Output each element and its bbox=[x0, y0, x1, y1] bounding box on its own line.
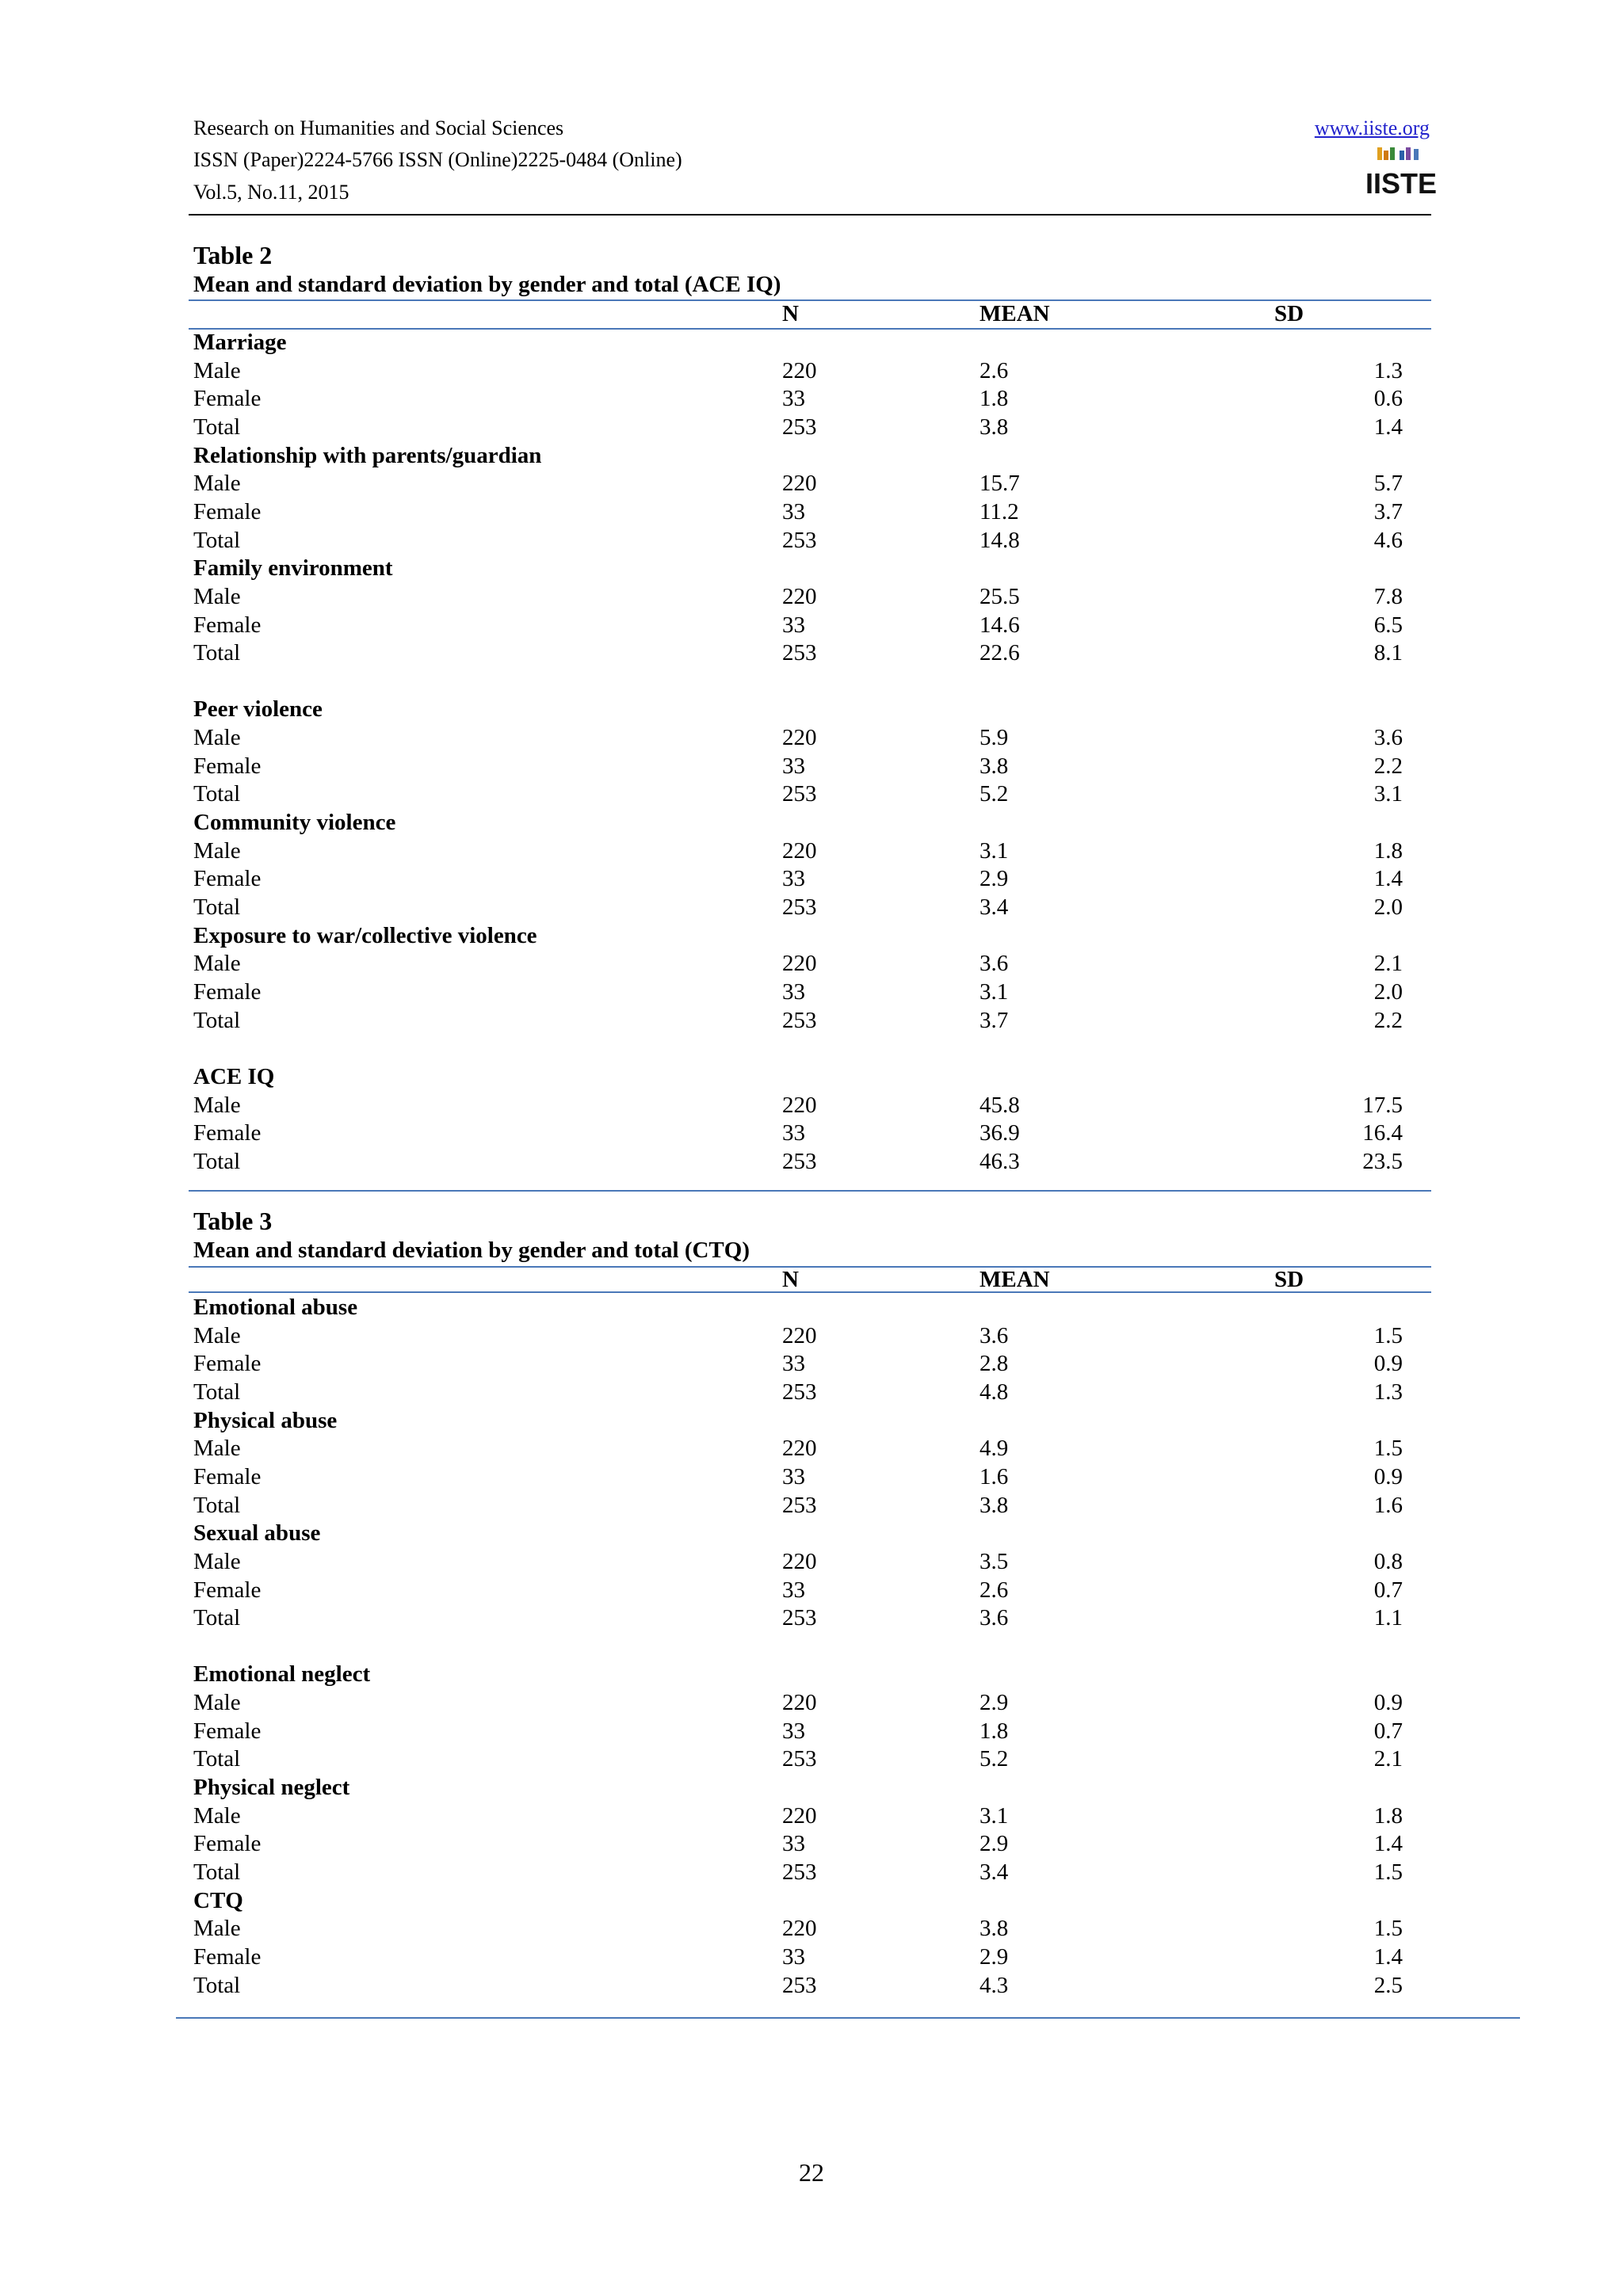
cell-label: Female bbox=[193, 386, 262, 412]
cell-mean: 2.9 bbox=[980, 1831, 1009, 1857]
cell-label: Total bbox=[193, 781, 241, 807]
table-row bbox=[0, 582, 1623, 611]
cell-label: Female bbox=[193, 1943, 262, 1970]
cell-sd: 0.6 bbox=[1373, 386, 1403, 412]
cell-label: Female bbox=[193, 978, 262, 1005]
group-label: Family environment bbox=[193, 555, 393, 582]
cell-n: 253 bbox=[782, 1379, 817, 1405]
cell-n: 220 bbox=[782, 725, 817, 751]
cell-mean: 3.8 bbox=[980, 753, 1009, 779]
cell-label: Total bbox=[193, 1492, 241, 1518]
cell-mean: 3.6 bbox=[980, 951, 1009, 977]
table-row bbox=[0, 357, 1623, 385]
cell-sd: 23.5 bbox=[1362, 1148, 1403, 1174]
cell-n: 33 bbox=[782, 1120, 805, 1146]
cell-n: 253 bbox=[782, 1492, 817, 1518]
table-row bbox=[0, 1491, 1623, 1520]
cell-n: 253 bbox=[782, 1859, 817, 1885]
group-label: Peer violence bbox=[193, 696, 323, 723]
table-row bbox=[0, 723, 1623, 752]
table-row bbox=[0, 384, 1623, 413]
group-label: Emotional abuse bbox=[193, 1295, 358, 1320]
cell-sd: 2.5 bbox=[1373, 1972, 1403, 1998]
page-number: 22 bbox=[799, 2158, 824, 2187]
cell-mean: 3.1 bbox=[980, 1802, 1009, 1829]
table-row bbox=[0, 1688, 1623, 1717]
cell-sd: 1.3 bbox=[1373, 357, 1403, 383]
cell-n: 253 bbox=[782, 894, 817, 920]
cell-label: Male bbox=[193, 583, 241, 609]
cell-mean: 3.4 bbox=[980, 1859, 1009, 1885]
table2-title: Table 2 bbox=[193, 241, 273, 269]
journal-url-link[interactable]: www.iiste.org bbox=[1314, 116, 1430, 139]
cell-label: Total bbox=[193, 1148, 241, 1174]
cell-label: Total bbox=[193, 1859, 241, 1885]
table-row bbox=[0, 1717, 1623, 1745]
cell-label: Female bbox=[193, 498, 262, 524]
cell-mean: 1.6 bbox=[980, 1463, 1009, 1489]
cell-label: Total bbox=[193, 1379, 241, 1405]
cell-sd: 0.9 bbox=[1373, 1351, 1403, 1377]
table3-col-n: N bbox=[782, 1267, 799, 1292]
cell-label: Female bbox=[193, 1718, 262, 1744]
cell-n: 253 bbox=[782, 1972, 817, 1998]
journal-title: Research on Humanities and Social Sciences bbox=[193, 116, 564, 139]
table-row bbox=[0, 1349, 1623, 1378]
table3-col-mean: MEAN bbox=[980, 1267, 1050, 1292]
cell-mean: 3.4 bbox=[980, 894, 1009, 920]
table2-col-sd: SD bbox=[1274, 301, 1304, 326]
cell-sd: 1.3 bbox=[1373, 1379, 1403, 1405]
cell-n: 220 bbox=[782, 1802, 817, 1829]
table-group-row bbox=[0, 441, 1623, 470]
cell-mean: 3.8 bbox=[980, 1916, 1009, 1942]
cell-sd: 2.1 bbox=[1373, 951, 1403, 977]
iiste-logo bbox=[1365, 147, 1438, 203]
table-row bbox=[0, 1547, 1623, 1576]
table-group-row bbox=[0, 1773, 1623, 1802]
cell-mean: 3.8 bbox=[980, 1492, 1009, 1518]
table-row bbox=[0, 1147, 1623, 1176]
cell-label: Male bbox=[193, 471, 241, 497]
cell-mean: 5.2 bbox=[980, 781, 1009, 807]
table-group-row bbox=[0, 1660, 1623, 1688]
cell-n: 220 bbox=[782, 471, 817, 497]
cell-n: 33 bbox=[782, 386, 805, 412]
cell-mean: 3.1 bbox=[980, 837, 1009, 864]
table-row bbox=[0, 1604, 1623, 1632]
group-label: Marriage bbox=[193, 330, 287, 355]
cell-label: Male bbox=[193, 1916, 241, 1942]
cell-mean: 11.2 bbox=[980, 498, 1019, 524]
group-label: ACE IQ bbox=[193, 1063, 275, 1089]
cell-mean: 1.8 bbox=[980, 1718, 1009, 1744]
cell-n: 253 bbox=[782, 1605, 817, 1631]
cell-label: Female bbox=[193, 612, 262, 638]
table-row bbox=[0, 498, 1623, 526]
group-label: CTQ bbox=[193, 1887, 243, 1913]
cell-sd: 3.7 bbox=[1373, 498, 1403, 524]
table-row bbox=[0, 893, 1623, 921]
cell-mean: 2.9 bbox=[980, 1943, 1009, 1970]
cell-mean: 22.6 bbox=[980, 640, 1020, 666]
cell-mean: 14.8 bbox=[980, 527, 1020, 553]
cell-sd: 1.4 bbox=[1373, 1943, 1403, 1970]
cell-mean: 4.8 bbox=[980, 1379, 1009, 1405]
table-group-row bbox=[0, 808, 1623, 837]
cell-label: Total bbox=[193, 1746, 241, 1772]
cell-sd: 4.6 bbox=[1373, 527, 1403, 553]
table-row bbox=[0, 639, 1623, 667]
cell-mean: 1.8 bbox=[980, 386, 1009, 412]
journal-volume: Vol.5, No.11, 2015 bbox=[193, 181, 349, 204]
journal-issn: ISSN (Paper)2224-5766 ISSN (Online)2225-0484 (Online) bbox=[193, 148, 682, 171]
table-group-row bbox=[0, 1406, 1623, 1435]
svg-text:IISTE: IISTE bbox=[1365, 167, 1438, 200]
cell-n: 33 bbox=[782, 1463, 805, 1489]
cell-label: Male bbox=[193, 725, 241, 751]
group-label: Relationship with parents/guardian bbox=[193, 442, 542, 468]
table-row bbox=[0, 1322, 1623, 1350]
group-label: Physical abuse bbox=[193, 1407, 338, 1433]
cell-mean: 3.6 bbox=[980, 1322, 1009, 1348]
cell-sd: 1.6 bbox=[1373, 1492, 1403, 1518]
cell-mean: 3.1 bbox=[980, 978, 1009, 1005]
cell-sd: 3.1 bbox=[1373, 781, 1403, 807]
cell-sd: 0.8 bbox=[1373, 1548, 1403, 1574]
cell-mean: 2.9 bbox=[980, 866, 1009, 892]
cell-n: 253 bbox=[782, 1007, 817, 1033]
cell-mean: 5.9 bbox=[980, 725, 1009, 751]
table-row bbox=[0, 1971, 1623, 2000]
cell-sd: 1.5 bbox=[1373, 1436, 1403, 1462]
cell-label: Male bbox=[193, 837, 241, 864]
cell-label: Male bbox=[193, 951, 241, 977]
table-group-row bbox=[0, 1062, 1623, 1091]
cell-label: Total bbox=[193, 527, 241, 553]
cell-sd: 2.2 bbox=[1373, 753, 1403, 779]
cell-label: Female bbox=[193, 866, 262, 892]
cell-sd: 1.5 bbox=[1373, 1859, 1403, 1885]
cell-sd: 0.7 bbox=[1373, 1718, 1403, 1744]
table-row bbox=[0, 978, 1623, 1006]
group-label: Community violence bbox=[193, 810, 396, 836]
cell-n: 33 bbox=[782, 1351, 805, 1377]
table-group-row bbox=[0, 328, 1623, 357]
cell-label: Female bbox=[193, 1463, 262, 1489]
table-row bbox=[0, 1463, 1623, 1491]
table3-title: Table 3 bbox=[193, 1207, 273, 1235]
cell-label: Total bbox=[193, 414, 241, 440]
table3-caption: Mean and standard deviation by gender and total (CTQ) bbox=[193, 1238, 750, 1263]
cell-label: Total bbox=[193, 1007, 241, 1033]
table3-header-row bbox=[0, 1265, 1623, 1294]
table-row bbox=[0, 837, 1623, 865]
cell-label: Male bbox=[193, 357, 241, 383]
cell-mean: 2.9 bbox=[980, 1690, 1009, 1716]
table-row bbox=[0, 413, 1623, 441]
cell-label: Male bbox=[193, 1548, 241, 1574]
cell-label: Total bbox=[193, 1605, 241, 1631]
table-row bbox=[0, 1745, 1623, 1773]
cell-n: 33 bbox=[782, 978, 805, 1005]
cell-sd: 0.9 bbox=[1373, 1690, 1403, 1716]
cell-mean: 4.9 bbox=[980, 1436, 1009, 1462]
table2-col-n: N bbox=[782, 301, 799, 326]
table-group-row bbox=[0, 1886, 1623, 1915]
table-row bbox=[0, 1006, 1623, 1035]
cell-sd: 1.8 bbox=[1373, 1802, 1403, 1829]
table-row bbox=[0, 1943, 1623, 1971]
cell-sd: 0.9 bbox=[1373, 1463, 1403, 1489]
cell-sd: 1.4 bbox=[1373, 866, 1403, 892]
cell-sd: 6.5 bbox=[1373, 612, 1403, 638]
cell-n: 220 bbox=[782, 1916, 817, 1942]
cell-mean: 14.6 bbox=[980, 612, 1020, 638]
cell-n: 253 bbox=[782, 1746, 817, 1772]
cell-label: Total bbox=[193, 640, 241, 666]
table-row bbox=[0, 1378, 1623, 1406]
cell-sd: 1.4 bbox=[1373, 414, 1403, 440]
table-row bbox=[0, 780, 1623, 808]
cell-label: Female bbox=[193, 1577, 262, 1603]
cell-n: 220 bbox=[782, 1436, 817, 1462]
table-row bbox=[0, 526, 1623, 555]
cell-n: 220 bbox=[782, 1548, 817, 1574]
cell-mean: 36.9 bbox=[980, 1120, 1020, 1146]
cell-n: 253 bbox=[782, 527, 817, 553]
cell-mean: 3.8 bbox=[980, 414, 1009, 440]
table-row bbox=[0, 1858, 1623, 1886]
table2-caption: Mean and standard deviation by gender and total (ACE IQ) bbox=[193, 272, 781, 297]
table-row bbox=[0, 469, 1623, 498]
table-row bbox=[0, 949, 1623, 978]
cell-n: 253 bbox=[782, 640, 817, 666]
table-group-row bbox=[0, 921, 1623, 950]
header-rule bbox=[189, 214, 1431, 215]
table-row bbox=[0, 864, 1623, 893]
table-row bbox=[0, 1576, 1623, 1604]
cell-n: 220 bbox=[782, 951, 817, 977]
cell-mean: 46.3 bbox=[980, 1148, 1020, 1174]
cell-sd: 7.8 bbox=[1373, 583, 1403, 609]
cell-n: 33 bbox=[782, 1943, 805, 1970]
cell-n: 220 bbox=[782, 583, 817, 609]
cell-n: 33 bbox=[782, 753, 805, 779]
cell-sd: 17.5 bbox=[1362, 1092, 1403, 1118]
cell-sd: 2.0 bbox=[1373, 894, 1403, 920]
table-row bbox=[0, 1091, 1623, 1119]
table-row bbox=[0, 1802, 1623, 1830]
table2-bottom-rule bbox=[189, 1190, 1431, 1192]
table-row bbox=[0, 752, 1623, 780]
cell-label: Total bbox=[193, 1972, 241, 1998]
cell-n: 253 bbox=[782, 414, 817, 440]
table-row bbox=[0, 1829, 1623, 1858]
table3-bottom-rule bbox=[176, 2017, 1520, 2019]
cell-mean: 15.7 bbox=[980, 471, 1020, 497]
cell-n: 33 bbox=[782, 1577, 805, 1603]
group-label: Emotional neglect bbox=[193, 1661, 371, 1688]
cell-sd: 2.0 bbox=[1373, 978, 1403, 1005]
cell-sd: 1.4 bbox=[1373, 1831, 1403, 1857]
cell-n: 220 bbox=[782, 1092, 817, 1118]
cell-n: 33 bbox=[782, 612, 805, 638]
cell-label: Total bbox=[193, 894, 241, 920]
cell-sd: 1.8 bbox=[1373, 837, 1403, 864]
cell-label: Male bbox=[193, 1092, 241, 1118]
cell-sd: 1.5 bbox=[1373, 1916, 1403, 1942]
group-label: Physical neglect bbox=[193, 1775, 350, 1801]
cell-n: 33 bbox=[782, 1831, 805, 1857]
cell-n: 220 bbox=[782, 357, 817, 383]
table-group-row bbox=[0, 1293, 1623, 1322]
cell-n: 33 bbox=[782, 866, 805, 892]
cell-sd: 2.1 bbox=[1373, 1746, 1403, 1772]
cell-mean: 2.6 bbox=[980, 357, 1009, 383]
table-row bbox=[0, 1434, 1623, 1463]
cell-sd: 1.1 bbox=[1373, 1605, 1403, 1631]
table-group-row bbox=[0, 695, 1623, 723]
cell-mean: 25.5 bbox=[980, 583, 1020, 609]
cell-label: Male bbox=[193, 1436, 241, 1462]
cell-sd: 3.6 bbox=[1373, 725, 1403, 751]
cell-n: 220 bbox=[782, 1690, 817, 1716]
cell-sd: 16.4 bbox=[1362, 1120, 1403, 1146]
cell-label: Male bbox=[193, 1802, 241, 1829]
cell-n: 220 bbox=[782, 837, 817, 864]
cell-n: 253 bbox=[782, 781, 817, 807]
table-row bbox=[0, 1914, 1623, 1943]
cell-mean: 45.8 bbox=[980, 1092, 1020, 1118]
cell-sd: 8.1 bbox=[1373, 640, 1403, 666]
table2-col-mean: MEAN bbox=[980, 301, 1050, 326]
table-row bbox=[0, 611, 1623, 639]
cell-mean: 4.3 bbox=[980, 1972, 1009, 1998]
cell-sd: 2.2 bbox=[1373, 1007, 1403, 1033]
table-group-row bbox=[0, 554, 1623, 582]
cell-sd: 1.5 bbox=[1373, 1322, 1403, 1348]
cell-label: Male bbox=[193, 1690, 241, 1716]
cell-label: Female bbox=[193, 753, 262, 779]
cell-mean: 5.2 bbox=[980, 1746, 1009, 1772]
group-label: Sexual abuse bbox=[193, 1520, 321, 1547]
cell-n: 33 bbox=[782, 498, 805, 524]
cell-mean: 2.8 bbox=[980, 1351, 1009, 1377]
group-label: Exposure to war/collective violence bbox=[193, 922, 537, 948]
cell-label: Female bbox=[193, 1351, 262, 1377]
cell-label: Female bbox=[193, 1831, 262, 1857]
cell-label: Male bbox=[193, 1322, 241, 1348]
table-row bbox=[0, 1119, 1623, 1147]
table2-header-row bbox=[0, 299, 1623, 328]
cell-n: 253 bbox=[782, 1148, 817, 1174]
cell-sd: 0.7 bbox=[1373, 1577, 1403, 1603]
cell-n: 33 bbox=[782, 1718, 805, 1744]
cell-label: Female bbox=[193, 1120, 262, 1146]
table3-col-sd: SD bbox=[1274, 1267, 1304, 1292]
cell-mean: 3.6 bbox=[980, 1605, 1009, 1631]
cell-n: 220 bbox=[782, 1322, 817, 1348]
cell-mean: 2.6 bbox=[980, 1577, 1009, 1603]
cell-mean: 3.7 bbox=[980, 1007, 1009, 1033]
cell-sd: 5.7 bbox=[1373, 471, 1403, 497]
cell-mean: 3.5 bbox=[980, 1548, 1009, 1574]
table-group-row bbox=[0, 1519, 1623, 1547]
